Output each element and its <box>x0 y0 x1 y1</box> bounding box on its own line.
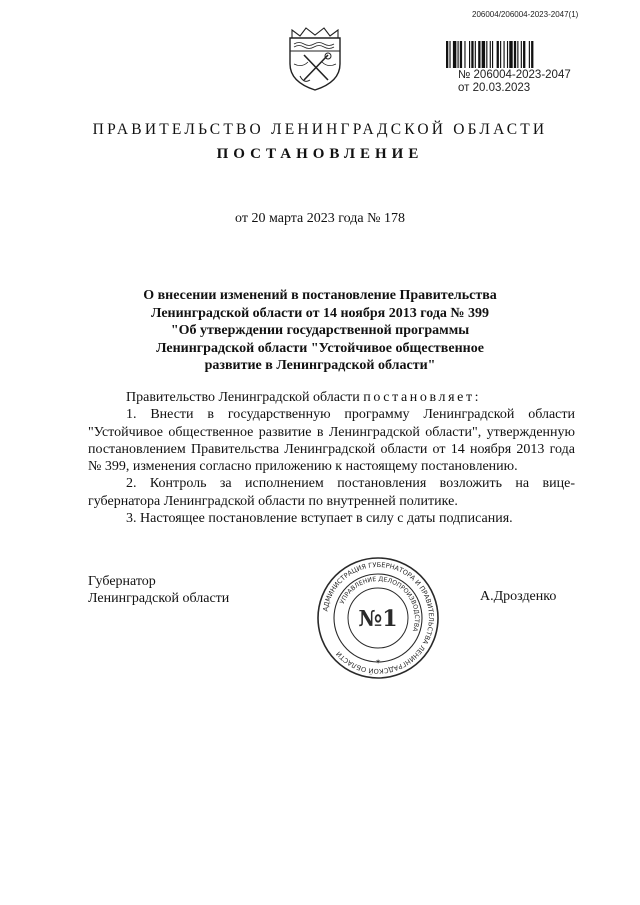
barcode-bar <box>449 41 450 68</box>
signatory-role <box>88 573 229 607</box>
intro-paragraph <box>88 389 575 406</box>
barcode-bar <box>514 41 516 68</box>
barcode-bar <box>486 41 487 68</box>
organization-heading: ПРАВИТЕЛЬСТВО ЛЕНИНГРАДСКОЙ ОБЛАСТИ <box>92 121 548 138</box>
seal-number: №1 <box>358 606 398 632</box>
barcode-bar <box>523 41 525 68</box>
barcode-bar <box>500 41 501 68</box>
signatory-role-line-1: Губернатор <box>88 574 156 589</box>
barcode-bar <box>469 41 470 68</box>
item-1-paragraph: 1. Внести в государственную программу Ленинградской области "Устойчивое общественное развитие в Ленинградской области", утвержденную постановлением Правительства Ленинградской области от 14 ноября 2013 года № 399, изменения согласно приложению к настоящему постановлению. <box>88 407 575 475</box>
barcode-bar <box>509 41 512 68</box>
document-code: 206004/206004-2023-2047(1) <box>472 10 579 19</box>
barcode-bar <box>460 41 462 68</box>
official-seal <box>316 556 440 680</box>
barcode-bar <box>471 41 473 68</box>
intro-prefix: Правительство Ленинградской области <box>126 390 360 405</box>
title-line: О внесении изменений в постановление Правительства <box>143 288 497 303</box>
registration-date: от 20.03.2023 <box>458 82 531 94</box>
title-line: развитие в Ленинградской области" <box>204 358 436 373</box>
barcode-bar <box>504 41 505 68</box>
title-line: "Об утверждении государственной программы <box>170 323 470 338</box>
barcode-bar <box>531 41 533 68</box>
barcode-bar <box>464 41 465 68</box>
signatory-name: А.Дрозденко <box>480 589 557 604</box>
barcode-bar <box>529 41 530 68</box>
document-date-number: от 20 марта 2023 года № 178 <box>235 211 405 226</box>
barcode-bar <box>475 41 476 68</box>
title-line: Ленинградской области от 14 ноября 2013 года № 399 <box>151 305 489 321</box>
barcode-bar <box>517 41 518 68</box>
document-title <box>100 287 540 375</box>
document-body <box>88 389 575 527</box>
barcode-bar <box>478 41 480 68</box>
barcode-bar <box>521 41 522 68</box>
barcode-bar <box>490 41 491 68</box>
seal-outer-text: АДМИНИСТРАЦИЯ ГУБЕРНАТОРА И ПРАВИТЕЛЬСТВА ЛЕНИНГРАДСКОЙ ОБЛАСТИ <box>321 560 436 676</box>
title-line: Ленинградской области "Устойчивое общественное <box>156 340 484 356</box>
signatory-role-line-2: Ленинградской области <box>88 591 230 606</box>
barcode-bar <box>507 41 508 68</box>
registration-stamp <box>458 69 571 95</box>
item-2-paragraph: 2. Контроль за исполнением постановления возложить на вице-губернатора Ленинградской области по внутренней политике. <box>88 476 575 509</box>
seal-inner-text: УПРАВЛЕНИЕ ДЕЛОПРОИЗВОДСТВА <box>338 575 421 633</box>
registration-number: № 206004-2023-2047 <box>458 69 571 81</box>
barcode-bar <box>492 41 493 68</box>
barcode-bar <box>446 41 448 68</box>
intro-verb: постановляет: <box>363 390 482 405</box>
barcode <box>446 41 586 68</box>
seal-star-icon: ✶ <box>375 658 381 666</box>
barcode-bar <box>458 41 459 68</box>
barcode-bar <box>482 41 485 68</box>
barcode-bar <box>453 41 456 68</box>
barcode-bar <box>497 41 499 68</box>
document-type-heading: ПОСТАНОВЛЕНИЕ <box>216 146 424 162</box>
coat-of-arms-emblem <box>286 24 344 92</box>
item-3-paragraph: 3. Настоящее постановление вступает в силу с даты подписания. <box>126 511 513 527</box>
